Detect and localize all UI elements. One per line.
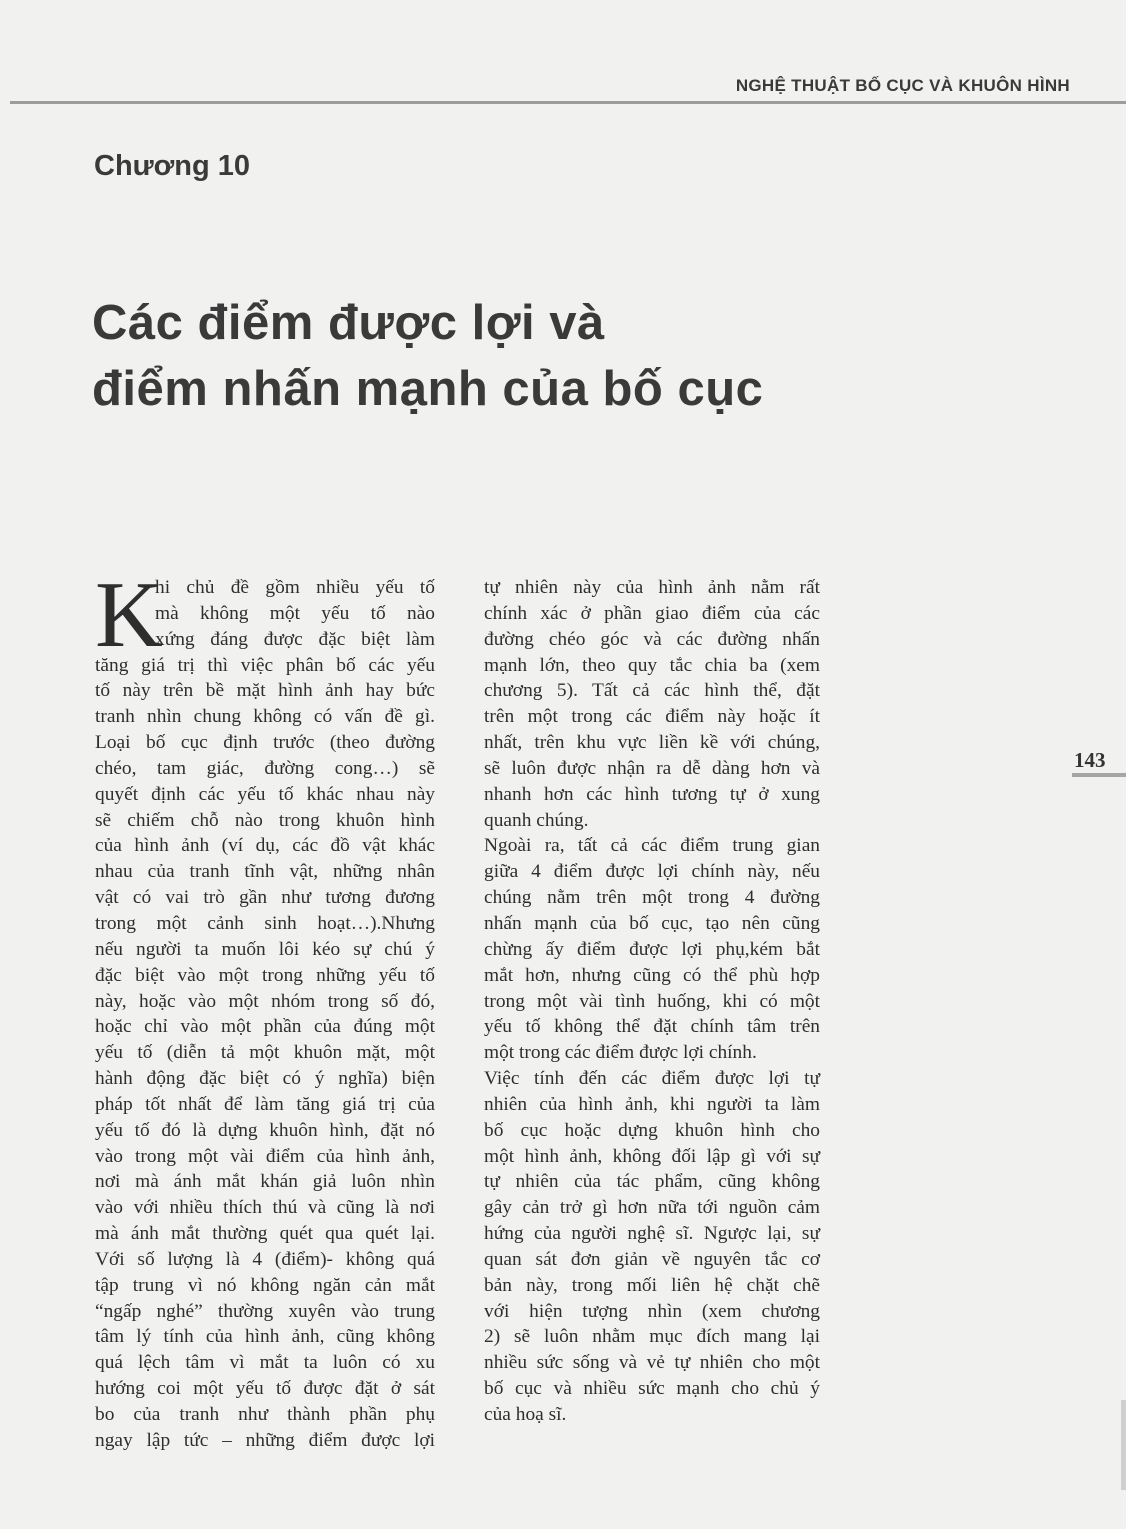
text-line: “ngấp nghé” thường xuyên vào trung bbox=[95, 1300, 435, 1322]
text-line: chúng nằm trên một trong 4 đường bbox=[484, 887, 820, 909]
text-line: tố này trên bề mặt hình ảnh hay bức bbox=[95, 680, 435, 702]
text-line: quá lệch tâm vì mắt ta luôn có xu bbox=[95, 1352, 435, 1374]
text-line: yếu tố đó là dựng khuôn hình, đặt nó bbox=[95, 1119, 435, 1141]
text-line: chéo, tam giác, đường cong…) sẽ bbox=[95, 757, 435, 779]
text-line: nhanh hơn các hình tương tự ở xung bbox=[484, 783, 820, 805]
text-line: pháp tốt nhất để làm tăng giá trị của bbox=[95, 1093, 435, 1115]
text-line: với hiện tượng nhìn (xem chương bbox=[484, 1300, 820, 1322]
text-line: quan sát đơn giản về nguyên tắc cơ bbox=[484, 1248, 820, 1270]
text-line: chừng ấy điểm được lợi phụ,kém bắt bbox=[484, 938, 820, 960]
text-line: tự nhiên của tác phẩm, cũng không bbox=[484, 1171, 820, 1193]
text-line: một trong các điểm được lợi chính. bbox=[484, 1042, 757, 1064]
text-line: Với số lượng là 4 (điểm)- không quá bbox=[95, 1248, 435, 1270]
text-line: mắt hơn, nhưng cũng có thể phù hợp bbox=[484, 964, 820, 986]
text-line: tập trung vì nó không ngăn cản mắt bbox=[95, 1274, 435, 1296]
text-line: mà không một yếu tố nào bbox=[155, 602, 435, 624]
text-line: ngay lập tức – những điểm được lợi bbox=[95, 1429, 435, 1451]
text-line: trong một vài tình huống, khi có một bbox=[484, 990, 820, 1012]
text-line: nhiều sức sống và vẻ tự nhiên cho một bbox=[484, 1352, 820, 1374]
header-rule bbox=[10, 101, 1126, 104]
text-line: bản này, trong mối liên hệ chặt chẽ bbox=[484, 1274, 820, 1296]
body-column-right bbox=[484, 575, 820, 1428]
text-line: Ngoài ra, tất cả các điểm trung gian bbox=[484, 835, 820, 857]
text-line: vào trong một vài điểm của hình ảnh, bbox=[95, 1145, 435, 1167]
page-number-rule bbox=[1072, 773, 1126, 777]
text-line: nhất, trên khu vực liền kề với chúng, bbox=[484, 732, 820, 754]
chapter-title bbox=[92, 290, 992, 422]
text-line: trong một cảnh sinh hoạt…).Nhưng bbox=[95, 912, 435, 934]
text-line: Việc tính đến các điểm được lợi tự bbox=[484, 1068, 820, 1090]
text-line: chính xác ở phần giao điểm của các bbox=[484, 602, 820, 624]
text-line: gây cản trở gì hơn nữa tới nguồn cảm bbox=[484, 1197, 820, 1219]
text-line: của hình ảnh (ví dụ, các đồ vật khác bbox=[95, 835, 435, 857]
page-edge-mark bbox=[1121, 1400, 1126, 1490]
text-line: vật có vai trò gần như tương đương bbox=[95, 887, 435, 909]
text-line: đường chéo góc và các đường nhấn bbox=[484, 628, 820, 650]
text-line: một hình ảnh, không đối lập gì với sự bbox=[484, 1145, 820, 1167]
text-line: đặc biệt vào một trong những yếu tố bbox=[95, 964, 435, 986]
text-line: vào với nhiều thích thú và cũng là nơi bbox=[95, 1197, 435, 1219]
text-line: Loại bố cục định trước (theo đường bbox=[95, 732, 435, 754]
text-line: nơi mà ánh mắt khán giả luôn nhìn bbox=[95, 1171, 435, 1193]
text-line: 2) sẽ luôn nhằm mục đích mang lại bbox=[484, 1326, 820, 1348]
text-line: nhiên của hình ảnh, khi người ta làm bbox=[484, 1093, 820, 1115]
text-line: quanh chúng. bbox=[484, 809, 589, 831]
chapter-title-line: điểm nhấn mạnh của bố cục bbox=[92, 362, 764, 416]
drop-cap: K bbox=[95, 563, 163, 667]
text-line: nhấn mạnh của bố cục, tạo nên cũng bbox=[484, 912, 820, 934]
body-column-left bbox=[95, 563, 435, 1454]
text-line: hoặc chỉ vào một phần của đúng một bbox=[95, 1016, 435, 1038]
text-line: nếu người ta muốn lôi kéo sự chú ý bbox=[95, 938, 435, 960]
page-number: 143 bbox=[1074, 748, 1106, 772]
text-line: chương 5). Tất cả các hình thể, đặt bbox=[484, 680, 820, 702]
running-header: NGHỆ THUẬT BỐ CỤC VÀ KHUÔN HÌNH bbox=[735, 76, 1070, 95]
text-line: hướng coi một yếu tố được đặt ở sát bbox=[95, 1378, 435, 1400]
text-line: hi chủ đề gồm nhiều yếu tố bbox=[155, 577, 435, 598]
text-line: mạnh lớn, theo quy tắc chia ba (xem bbox=[484, 654, 820, 676]
text-line: trên một trong các điểm này hoặc ít bbox=[484, 706, 820, 728]
text-line: quyết định các yếu tố khác nhau này bbox=[95, 783, 435, 805]
text-line: sẽ chiếm chỗ nào trong khuôn hình bbox=[95, 809, 435, 831]
text-line: yếu tố không thể đặt chính tâm trên bbox=[484, 1016, 820, 1038]
text-line: này, hoặc vào một nhóm trong số đó, bbox=[95, 990, 435, 1012]
text-line: tự nhiên này của hình ảnh nằm rất bbox=[484, 577, 820, 598]
text-line: mà ánh mắt thường quét qua quét lại. bbox=[95, 1223, 435, 1245]
text-line: yếu tố (diễn tả một khuôn mặt, một bbox=[95, 1042, 435, 1064]
chapter-label: Chương 10 bbox=[94, 150, 251, 182]
text-line: hứng của người nghệ sĩ. Ngược lại, sự bbox=[484, 1223, 820, 1245]
text-line: giữa 4 điểm được lợi chính này, nếu bbox=[484, 861, 820, 883]
text-line: bo của tranh như thành phần phụ bbox=[95, 1404, 435, 1425]
text-line: hành động đặc biệt có ý nghĩa) biện bbox=[95, 1068, 435, 1090]
text-line: tranh nhìn chung không có vấn đề gì. bbox=[95, 706, 435, 728]
chapter-title-line: Các điểm được lợi và bbox=[92, 296, 605, 350]
text-line: tâm lý tính của hình ảnh, cũng không bbox=[95, 1326, 435, 1348]
text-line: sẽ luôn được nhận ra dễ dàng hơn và bbox=[484, 757, 820, 779]
text-line: của hoạ sĩ. bbox=[484, 1404, 567, 1425]
text-line: bố cục và nhiều sức mạnh cho chủ ý bbox=[484, 1378, 820, 1400]
text-line: nhau của tranh tĩnh vật, những nhân bbox=[95, 861, 435, 883]
text-line: bố cục hoặc dựng khuôn hình cho bbox=[484, 1119, 820, 1141]
text-line: tăng giá trị thì việc phân bố các yếu bbox=[95, 654, 435, 676]
text-line: xứng đáng được đặc biệt làm bbox=[155, 628, 435, 650]
